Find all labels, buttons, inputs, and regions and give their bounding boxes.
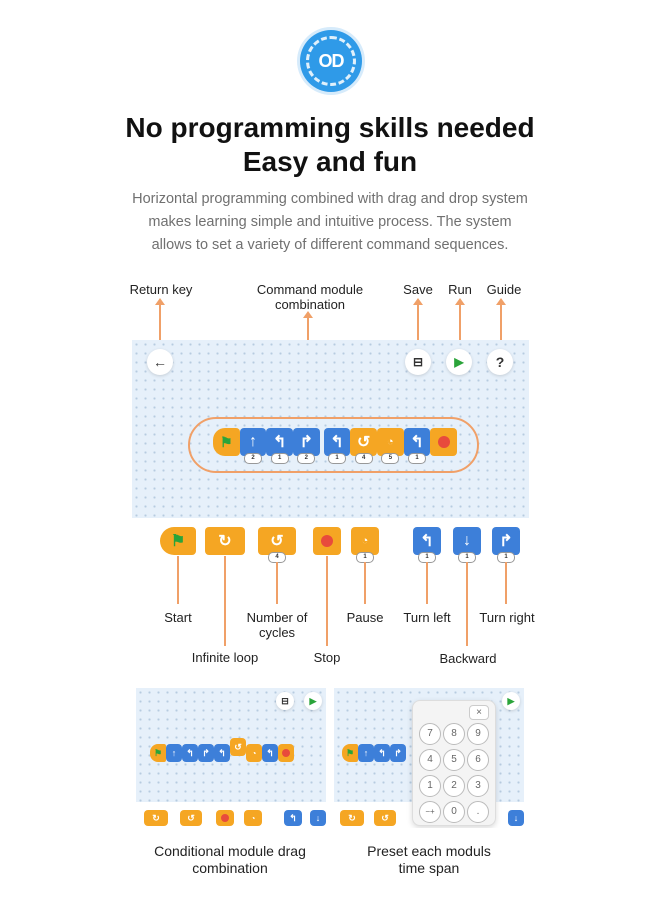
- guide-button[interactable]: ?: [487, 349, 513, 375]
- block-tag[interactable]: 4: [355, 453, 373, 464]
- block-tag[interactable]: 1: [418, 552, 436, 563]
- pointer-line: [326, 556, 328, 646]
- block-tag[interactable]: 4: [268, 552, 286, 563]
- palette-turn-right-block[interactable]: [492, 527, 520, 560]
- stop-icon: [438, 436, 450, 448]
- run-button[interactable]: ▶: [446, 349, 472, 375]
- pointer-line: [364, 562, 366, 604]
- mini-sequence: [150, 741, 294, 762]
- cycle-icon: ↺: [230, 738, 246, 756]
- label-stop: Stop: [313, 650, 341, 665]
- label-number-of-cycles: Number of cycles: [246, 610, 308, 640]
- keypad-key-decimal[interactable]: .: [467, 801, 489, 823]
- mini-palette: [136, 802, 326, 828]
- description-line: allows to set a variety of different command sequences.: [151, 237, 509, 253]
- turn-left-icon: ↰: [420, 533, 434, 550]
- headline-primary: No programming skills needed: [125, 112, 535, 143]
- keypad-key[interactable]: 5: [443, 749, 465, 771]
- turn-right-icon: ↱: [198, 744, 214, 762]
- block-tag[interactable]: 1: [271, 453, 289, 464]
- turn-left-icon: ↰: [374, 744, 390, 762]
- arrow-up-icon: ↑: [249, 433, 257, 450]
- turn-left-icon: ↰: [214, 744, 230, 762]
- keypad-close-button[interactable]: ×: [469, 705, 489, 720]
- cycle-block[interactable]: [350, 428, 377, 461]
- flag-icon: ⚑: [342, 744, 358, 762]
- label-backward: Backward: [439, 651, 497, 666]
- label-command-combo: Command module combination: [256, 282, 364, 312]
- turn-left-icon: ↰: [330, 434, 344, 451]
- keypad-key[interactable]: 4: [419, 749, 441, 771]
- mini-sequence: [342, 744, 406, 762]
- arrow-down-icon: ↓: [463, 532, 471, 549]
- keypad-key[interactable]: 9: [467, 723, 489, 745]
- description: [100, 188, 560, 257]
- screenshot-drag-combination: [136, 688, 326, 828]
- cycle-icon: ↺: [180, 810, 202, 826]
- flag-icon: ⚑: [220, 433, 233, 450]
- turn-left-icon: ↰: [272, 434, 287, 451]
- stop-icon: [278, 744, 294, 762]
- keypad-key[interactable]: 8: [443, 723, 465, 745]
- keypad-key-sign[interactable]: −+: [419, 801, 441, 823]
- pointer-line: [224, 556, 226, 646]
- description-line: makes learning simple and intuitive process. The system: [148, 214, 512, 230]
- arrow-down-icon: ↓: [508, 810, 524, 826]
- turn-left-icon: ↰: [410, 434, 424, 451]
- headline-secondary: Easy and fun: [242, 146, 418, 177]
- run-icon: ▶: [304, 692, 322, 710]
- cycle-icon: ↺: [356, 434, 371, 451]
- pointer-line: [177, 556, 179, 604]
- label-pause: Pause: [346, 610, 384, 625]
- run-icon: ▶: [502, 692, 520, 710]
- pointer-line: [466, 562, 468, 646]
- pointer-line: [426, 562, 428, 604]
- block-tag[interactable]: 1: [356, 552, 374, 563]
- save-icon: ⊟: [276, 692, 294, 710]
- turn-left-icon: ↰: [284, 810, 302, 826]
- label-turn-left: Turn left: [403, 610, 451, 625]
- palette-cycles-block[interactable]: [258, 527, 296, 560]
- label-run: Run: [448, 282, 472, 297]
- keypad-grid: [419, 723, 487, 823]
- label-start: Start: [164, 610, 192, 625]
- label-turn-right: Turn right: [479, 610, 535, 625]
- timer-icon: ◔: [244, 810, 262, 826]
- description-line: Horizontal programming combined with drag and drop system: [132, 191, 528, 207]
- label-guide: Guide: [486, 282, 522, 297]
- block-tag[interactable]: 1: [408, 453, 426, 464]
- flag-icon: ⚑: [170, 533, 186, 550]
- block-tag[interactable]: 2: [244, 453, 262, 464]
- turn-right-icon: ↱: [390, 744, 406, 762]
- stop-icon: [216, 810, 234, 826]
- keypad-key[interactable]: 2: [443, 775, 465, 797]
- forward-block[interactable]: [240, 428, 267, 461]
- start-block[interactable]: [213, 428, 240, 456]
- palette-turn-left-block[interactable]: [413, 527, 441, 560]
- keypad-key[interactable]: 0: [443, 801, 465, 823]
- loop-icon: ↻: [144, 810, 168, 826]
- pointer-line: [505, 562, 507, 604]
- command-sequence[interactable]: [213, 428, 457, 461]
- caption-drag-combination: Conditional module drag combination: [154, 843, 306, 876]
- timer-icon: ◔: [387, 436, 394, 448]
- turn-left-block[interactable]: [404, 428, 431, 461]
- palette-start-block[interactable]: [160, 527, 196, 555]
- keypad-key[interactable]: 3: [467, 775, 489, 797]
- pointer-line: [276, 562, 278, 604]
- timer-icon: ◔: [246, 744, 262, 762]
- cycle-icon: ↺: [374, 810, 396, 826]
- keypad-key[interactable]: 1: [419, 775, 441, 797]
- save-button[interactable]: ⊟: [405, 349, 431, 375]
- logo-text: OD: [318, 51, 344, 71]
- label-return-key: Return key: [129, 282, 193, 297]
- back-button[interactable]: ←: [147, 349, 173, 375]
- app-logo: [300, 30, 362, 92]
- time-span-keypad[interactable]: [412, 700, 496, 826]
- turn-left-block[interactable]: [324, 428, 351, 461]
- block-tag[interactable]: 1: [328, 453, 346, 464]
- block-tag[interactable]: 2: [297, 453, 315, 464]
- caption-time-span: Preset each moduls time span: [367, 843, 491, 876]
- loop-icon: ↻: [340, 810, 364, 826]
- cycle-icon: ↺: [270, 533, 284, 550]
- block-tag[interactable]: 5: [381, 453, 399, 464]
- screenshot-time-span: [334, 688, 524, 828]
- keypad-key[interactable]: 7: [419, 723, 441, 745]
- label-infinite-loop: Infinite loop: [191, 650, 259, 665]
- arrow-down-icon: ↓: [310, 810, 326, 826]
- pause-block[interactable]: [377, 428, 404, 461]
- turn-right-icon: ↱: [499, 533, 513, 550]
- turn-left-block[interactable]: [266, 428, 293, 461]
- stop-icon: [321, 535, 333, 547]
- arrow-up-icon: ↑: [166, 744, 182, 762]
- loop-icon: ↻: [218, 533, 232, 550]
- stop-block[interactable]: [430, 428, 457, 456]
- arrow-up-icon: ↑: [358, 744, 374, 762]
- turn-right-block[interactable]: [293, 428, 320, 461]
- block-tag[interactable]: 1: [458, 552, 476, 563]
- keypad-key[interactable]: 6: [467, 749, 489, 771]
- palette-backward-block[interactable]: [453, 527, 481, 560]
- palette-infinite-loop-block[interactable]: [205, 527, 245, 555]
- block-tag[interactable]: 1: [497, 552, 515, 563]
- palette-pause-block[interactable]: [351, 527, 379, 560]
- timer-icon: ◔: [361, 535, 369, 547]
- flag-icon: ⚑: [150, 744, 166, 762]
- turn-right-icon: ↱: [299, 434, 314, 451]
- label-save: Save: [403, 282, 433, 297]
- palette-stop-block[interactable]: [313, 527, 341, 555]
- turn-left-icon: ↰: [182, 744, 198, 762]
- turn-left-icon: ↰: [262, 744, 278, 762]
